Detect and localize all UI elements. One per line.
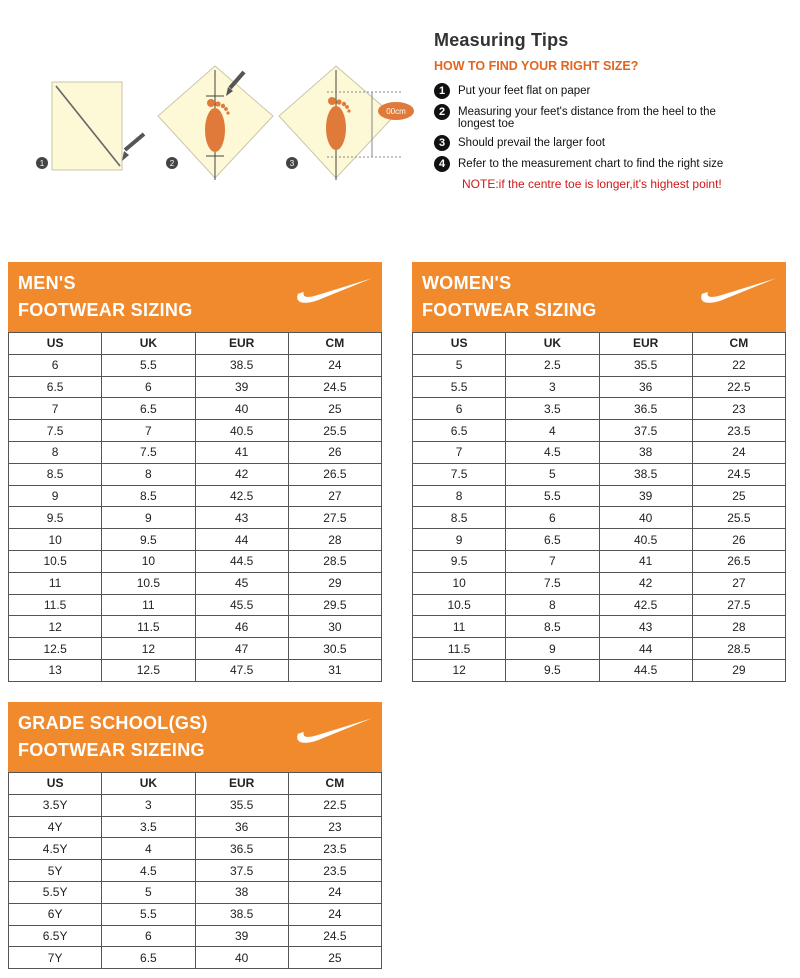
table-cell: 6Y <box>9 903 102 925</box>
tips-note: NOTE:if the centre toe is longer,it's highest point! <box>462 177 722 191</box>
pencil-icon <box>122 134 144 161</box>
table-cell: 8.5 <box>102 485 195 507</box>
table-cell: 12.5 <box>9 638 102 660</box>
table-cell: 5.5Y <box>9 881 102 903</box>
measuring-illustration <box>30 62 420 192</box>
women-title-line2: FOOTWEAR SIZING <box>422 300 597 320</box>
table-cell: 38 <box>599 441 692 463</box>
table-row <box>9 816 382 838</box>
table-cell: 42.5 <box>599 594 692 616</box>
table-cell: 8.5 <box>506 616 599 638</box>
column-header: US <box>413 333 506 355</box>
table-cell: 5Y <box>9 860 102 882</box>
table-cell: 2.5 <box>506 354 599 376</box>
table-cell: 26 <box>692 529 785 551</box>
column-header: UK <box>102 773 195 795</box>
table-cell: 40 <box>599 507 692 529</box>
swoosh-logo-icon <box>296 272 374 306</box>
table-cell: 7.5 <box>413 463 506 485</box>
table-cell: 47 <box>195 638 288 660</box>
table-cell: 8 <box>413 485 506 507</box>
table-cell: 29 <box>692 659 785 681</box>
table-row <box>413 376 786 398</box>
table-cell: 8.5 <box>413 507 506 529</box>
table-cell: 9.5 <box>9 507 102 529</box>
table-row <box>413 638 786 660</box>
table-row <box>413 507 786 529</box>
step2-badge: 2 <box>169 159 175 168</box>
table-cell: 8.5 <box>9 463 102 485</box>
table-cell: 28.5 <box>288 550 381 572</box>
table-row <box>9 398 382 420</box>
table-header-row <box>9 773 382 795</box>
gs-sizing-panel <box>8 702 382 969</box>
column-header: UK <box>102 333 195 355</box>
table-row <box>9 903 382 925</box>
swoosh-logo-icon <box>296 712 374 746</box>
table-cell: 6 <box>102 925 195 947</box>
tips-title: Measuring Tips <box>434 30 569 50</box>
table-cell: 3.5 <box>102 816 195 838</box>
table-cell: 26 <box>288 441 381 463</box>
table-row <box>9 463 382 485</box>
table-cell: 7 <box>102 420 195 442</box>
table-cell: 6 <box>506 507 599 529</box>
table-cell: 6.5Y <box>9 925 102 947</box>
table-cell: 5 <box>413 354 506 376</box>
table-cell: 25.5 <box>288 420 381 442</box>
tip-number-badge: 2 <box>434 104 450 120</box>
measurement-label: 00cm <box>386 107 406 116</box>
table-cell: 7 <box>506 550 599 572</box>
table-cell: 40.5 <box>599 529 692 551</box>
table-cell: 9 <box>506 638 599 660</box>
table-cell: 24 <box>288 354 381 376</box>
table-cell: 3 <box>102 794 195 816</box>
table-row <box>413 420 786 442</box>
table-cell: 13 <box>9 659 102 681</box>
table-cell: 36 <box>599 376 692 398</box>
table-cell: 5 <box>506 463 599 485</box>
table-cell: 6.5 <box>102 398 195 420</box>
gs-size-table <box>8 772 382 969</box>
table-cell: 8 <box>506 594 599 616</box>
table-row <box>413 354 786 376</box>
table-cell: 23.5 <box>288 838 381 860</box>
table-cell: 40 <box>195 398 288 420</box>
step3-badge: 3 <box>289 159 295 168</box>
table-row <box>9 881 382 903</box>
table-cell: 25 <box>692 485 785 507</box>
table-cell: 27.5 <box>288 507 381 529</box>
table-row <box>413 441 786 463</box>
table-row <box>413 659 786 681</box>
table-cell: 11 <box>413 616 506 638</box>
table-row <box>413 594 786 616</box>
tip-text: Measuring your feet's distance from the heel to the longest toe <box>458 106 716 130</box>
table-cell: 9.5 <box>413 550 506 572</box>
table-cell: 37.5 <box>195 860 288 882</box>
women-panel-header <box>412 262 786 332</box>
table-row <box>9 838 382 860</box>
column-header: EUR <box>195 333 288 355</box>
tip-item <box>434 83 794 99</box>
table-cell: 36.5 <box>195 838 288 860</box>
table-cell: 31 <box>288 659 381 681</box>
table-row <box>413 485 786 507</box>
table-cell: 27 <box>692 572 785 594</box>
tip-item <box>434 104 794 130</box>
table-cell: 38.5 <box>195 354 288 376</box>
men-table-body <box>9 354 382 681</box>
table-cell: 8 <box>9 441 102 463</box>
table-cell: 39 <box>195 376 288 398</box>
table-header-row <box>9 333 382 355</box>
table-row <box>9 420 382 442</box>
tip-text: Should prevail the larger foot <box>458 137 606 149</box>
table-row <box>9 794 382 816</box>
gs-panel-header <box>8 702 382 772</box>
table-cell: 10 <box>102 550 195 572</box>
table-cell: 5.5 <box>413 376 506 398</box>
table-row <box>9 376 382 398</box>
table-cell: 43 <box>599 616 692 638</box>
table-cell: 26.5 <box>692 550 785 572</box>
table-cell: 10 <box>9 529 102 551</box>
table-cell: 30.5 <box>288 638 381 660</box>
table-cell: 30 <box>288 616 381 638</box>
table-cell: 45.5 <box>195 594 288 616</box>
column-header: UK <box>506 333 599 355</box>
women-table-body <box>413 354 786 681</box>
table-row <box>413 550 786 572</box>
table-cell: 6.5 <box>506 529 599 551</box>
table-cell: 23 <box>692 398 785 420</box>
table-cell: 11.5 <box>413 638 506 660</box>
tip-number-badge: 1 <box>434 83 450 99</box>
table-cell: 23.5 <box>288 860 381 882</box>
table-cell: 42 <box>195 463 288 485</box>
gs-title-line2: FOOTWEAR SIZEING <box>18 740 205 760</box>
table-row <box>9 616 382 638</box>
table-cell: 10 <box>413 572 506 594</box>
gs-title-line1: GRADE SCHOOL(GS) <box>18 713 208 733</box>
table-cell: 38.5 <box>599 463 692 485</box>
table-cell: 29 <box>288 572 381 594</box>
table-row <box>9 507 382 529</box>
column-header: EUR <box>599 333 692 355</box>
table-cell: 4.5 <box>506 441 599 463</box>
table-cell: 44 <box>195 529 288 551</box>
table-cell: 9 <box>413 529 506 551</box>
table-cell: 47.5 <box>195 659 288 681</box>
table-cell: 7.5 <box>102 441 195 463</box>
column-header: CM <box>692 333 785 355</box>
table-cell: 42 <box>599 572 692 594</box>
table-cell: 5.5 <box>102 903 195 925</box>
men-panel-header <box>8 262 382 332</box>
gs-table-body <box>9 794 382 968</box>
table-cell: 44 <box>599 638 692 660</box>
men-title-line1: MEN'S <box>18 273 76 293</box>
men-title-line2: FOOTWEAR SIZING <box>18 300 193 320</box>
table-row <box>9 659 382 681</box>
table-cell: 5.5 <box>506 485 599 507</box>
table-cell: 43 <box>195 507 288 529</box>
table-row <box>9 860 382 882</box>
table-cell: 12.5 <box>102 659 195 681</box>
table-cell: 36.5 <box>599 398 692 420</box>
table-cell: 11.5 <box>9 594 102 616</box>
table-row <box>9 550 382 572</box>
table-row <box>413 463 786 485</box>
swoosh-logo-icon <box>700 272 778 306</box>
tip-number-badge: 4 <box>434 156 450 172</box>
table-row <box>9 594 382 616</box>
column-header: CM <box>288 333 381 355</box>
table-cell: 25 <box>288 947 381 969</box>
table-cell: 12 <box>413 659 506 681</box>
table-cell: 10.5 <box>102 572 195 594</box>
table-cell: 35.5 <box>195 794 288 816</box>
table-cell: 12 <box>9 616 102 638</box>
table-row <box>9 638 382 660</box>
table-cell: 24 <box>692 441 785 463</box>
table-row <box>413 398 786 420</box>
tip-text: Put your feet flat on paper <box>458 85 591 97</box>
table-cell: 27 <box>288 485 381 507</box>
table-cell: 8 <box>102 463 195 485</box>
table-row <box>9 354 382 376</box>
column-header: US <box>9 333 102 355</box>
table-row <box>9 529 382 551</box>
table-cell: 23 <box>288 816 381 838</box>
column-header: US <box>9 773 102 795</box>
table-cell: 26.5 <box>288 463 381 485</box>
table-cell: 44.5 <box>599 659 692 681</box>
table-cell: 7.5 <box>9 420 102 442</box>
step2-foot-diagram <box>158 66 273 180</box>
table-cell: 11 <box>9 572 102 594</box>
table-cell: 9.5 <box>506 659 599 681</box>
step3-measure-diagram <box>279 66 414 180</box>
table-cell: 25 <box>288 398 381 420</box>
table-cell: 23.5 <box>692 420 785 442</box>
table-cell: 4.5 <box>102 860 195 882</box>
column-header: EUR <box>195 773 288 795</box>
table-cell: 24.5 <box>288 376 381 398</box>
table-cell: 24.5 <box>288 925 381 947</box>
table-cell: 25.5 <box>692 507 785 529</box>
table-cell: 7 <box>9 398 102 420</box>
table-cell: 22.5 <box>692 376 785 398</box>
table-row <box>413 529 786 551</box>
tip-number-badge: 3 <box>434 135 450 151</box>
table-cell: 24 <box>288 881 381 903</box>
table-row <box>413 616 786 638</box>
table-header-row <box>413 333 786 355</box>
table-cell: 5 <box>102 881 195 903</box>
table-cell: 6.5 <box>9 376 102 398</box>
table-row <box>9 925 382 947</box>
table-cell: 6.5 <box>413 420 506 442</box>
table-cell: 7 <box>413 441 506 463</box>
tips-subtitle: HOW TO FIND YOUR RIGHT SIZE? <box>434 59 639 73</box>
table-cell: 4 <box>506 420 599 442</box>
table-cell: 3.5 <box>506 398 599 420</box>
women-title-line1: WOMEN'S <box>422 273 512 293</box>
table-cell: 9 <box>102 507 195 529</box>
table-row <box>9 572 382 594</box>
tip-item <box>434 156 794 172</box>
table-cell: 39 <box>599 485 692 507</box>
table-cell: 40 <box>195 947 288 969</box>
men-sizing-panel <box>8 262 382 682</box>
table-cell: 27.5 <box>692 594 785 616</box>
women-sizing-panel <box>412 262 786 682</box>
table-cell: 11 <box>102 594 195 616</box>
tip-item <box>434 135 794 151</box>
table-cell: 37.5 <box>599 420 692 442</box>
table-cell: 4 <box>102 838 195 860</box>
table-cell: 6 <box>102 376 195 398</box>
table-cell: 7Y <box>9 947 102 969</box>
table-cell: 36 <box>195 816 288 838</box>
measuring-tips <box>434 30 794 191</box>
table-cell: 9 <box>9 485 102 507</box>
table-row <box>9 947 382 969</box>
table-cell: 40.5 <box>195 420 288 442</box>
table-cell: 42.5 <box>195 485 288 507</box>
table-cell: 12 <box>102 638 195 660</box>
table-cell: 3 <box>506 376 599 398</box>
step1-paper-diagram <box>36 82 144 170</box>
table-cell: 38.5 <box>195 903 288 925</box>
table-cell: 6 <box>413 398 506 420</box>
step1-badge: 1 <box>39 159 45 168</box>
table-cell: 39 <box>195 925 288 947</box>
column-header: CM <box>288 773 381 795</box>
table-cell: 38 <box>195 881 288 903</box>
table-row <box>413 572 786 594</box>
table-cell: 3.5Y <box>9 794 102 816</box>
table-cell: 9.5 <box>102 529 195 551</box>
table-cell: 28 <box>692 616 785 638</box>
table-cell: 29.5 <box>288 594 381 616</box>
table-cell: 6.5 <box>102 947 195 969</box>
table-cell: 28.5 <box>692 638 785 660</box>
table-cell: 10.5 <box>9 550 102 572</box>
table-cell: 28 <box>288 529 381 551</box>
table-cell: 24 <box>288 903 381 925</box>
table-cell: 22.5 <box>288 794 381 816</box>
table-cell: 41 <box>599 550 692 572</box>
table-cell: 45 <box>195 572 288 594</box>
table-row <box>9 485 382 507</box>
table-cell: 10.5 <box>413 594 506 616</box>
table-row <box>9 441 382 463</box>
table-cell: 11.5 <box>102 616 195 638</box>
men-size-table <box>8 332 382 682</box>
women-size-table <box>412 332 786 682</box>
table-cell: 5.5 <box>102 354 195 376</box>
table-cell: 6 <box>9 354 102 376</box>
table-cell: 4Y <box>9 816 102 838</box>
tip-text: Refer to the measurement chart to find the right size <box>458 158 724 170</box>
table-cell: 46 <box>195 616 288 638</box>
table-cell: 35.5 <box>599 354 692 376</box>
table-cell: 7.5 <box>506 572 599 594</box>
table-cell: 41 <box>195 441 288 463</box>
table-cell: 44.5 <box>195 550 288 572</box>
table-cell: 22 <box>692 354 785 376</box>
table-cell: 24.5 <box>692 463 785 485</box>
table-cell: 4.5Y <box>9 838 102 860</box>
